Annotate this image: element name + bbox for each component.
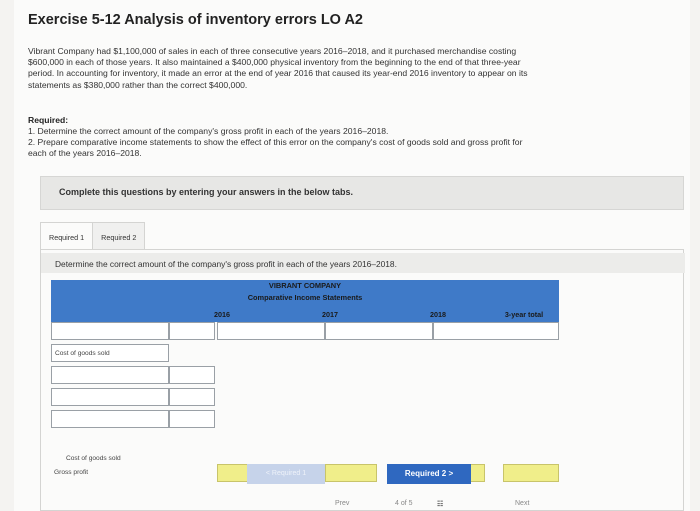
required-item: each of the years 2016–2018.: [28, 148, 142, 159]
table-row: [51, 344, 559, 362]
column-header-2017: 2017: [322, 310, 338, 319]
amount-input-2018[interactable]: [325, 322, 433, 340]
row-spacer: [217, 366, 559, 384]
problem-intro: [28, 46, 668, 91]
page-counter: 4 of 5: [395, 500, 413, 507]
table-row: [51, 322, 559, 340]
row-spacer: [169, 344, 559, 362]
gross-profit-total[interactable]: [503, 464, 559, 482]
page: [14, 0, 690, 511]
table-header: [51, 280, 559, 322]
row-label-input[interactable]: [51, 410, 169, 428]
amount-input-total[interactable]: [433, 322, 559, 340]
intro-line: period. In accounting for inventory, it made an error at the end of year 2016 that caused its year-end 2016 inventory to appear on its: [28, 68, 528, 79]
required-item: 2. Prepare comparative income statements to show the effect of this error on the company's cost of goods sold and gross profit for: [28, 137, 523, 148]
intro-line: Vibrant Company had $1,100,000 of sales in each of three consecutive years 2016–2018, and it purchased merchandise costing: [28, 46, 517, 56]
intro-line: statements as $380,000 rather than the correct $400,000.: [28, 79, 248, 90]
tab-required-2[interactable]: Required 2: [93, 222, 145, 250]
row-label-input[interactable]: [51, 388, 169, 406]
next-tab-button[interactable]: Required 2 >: [387, 464, 471, 484]
intro-line: $600,000 in each of those years. It also maintained a $400,000 physical inventory from the beginning to the end of that three-year: [28, 57, 521, 68]
table-row: [51, 410, 559, 428]
tab-bar: [40, 222, 145, 250]
column-header-2016: 2016: [214, 310, 230, 319]
column-header-2018: 2018: [430, 310, 446, 319]
instructions-banner: Complete this questions by entering your answers in the below tabs.: [40, 176, 684, 210]
table-row: [51, 388, 559, 406]
required-list: [28, 126, 668, 160]
row-label-input[interactable]: [51, 366, 169, 384]
required-item: 1. Determine the correct amount of the company's gross profit in each of the years 2016–2018.: [28, 126, 389, 136]
prev-page-link[interactable]: Prev: [335, 500, 350, 507]
amount-input-2016[interactable]: [169, 366, 215, 384]
page-title: Exercise 5-12 Analysis of inventory errors LO A2: [28, 12, 363, 28]
amount-input-2016[interactable]: [169, 388, 215, 406]
row-label-input[interactable]: [51, 322, 169, 340]
row-label-gross-profit: Gross profit: [54, 469, 89, 476]
grid-icon[interactable]: ☷: [437, 501, 444, 508]
table-row: [51, 366, 559, 384]
row-spacer: [217, 388, 559, 406]
statement-title: Comparative Income Statements: [247, 293, 363, 302]
amount-input-2016[interactable]: [169, 410, 215, 428]
next-page-link[interactable]: Next: [515, 500, 530, 507]
company-name: VIBRANT COMPANY: [268, 281, 342, 290]
gross-profit-2017[interactable]: [325, 464, 377, 482]
column-header-3-year-total: 3-year total: [504, 310, 544, 319]
tab-required-1[interactable]: Required 1: [40, 222, 93, 250]
prev-tab-button[interactable]: < Required 1: [247, 464, 325, 484]
tab-panel: [40, 249, 684, 511]
row-spacer: [217, 410, 559, 428]
row-label-cost-of-goods-sold[interactable]: Cost of goods sold: [51, 344, 169, 362]
required-heading: Required:: [28, 115, 69, 125]
question-text: Determine the correct amount of the company's gross profit in each of the years 2016–2018.: [41, 253, 685, 273]
amount-input-2017[interactable]: [217, 322, 325, 340]
amount-input-2016[interactable]: [169, 322, 215, 340]
row-label-cost-of-goods-sold: Cost of goods sold: [66, 455, 121, 462]
